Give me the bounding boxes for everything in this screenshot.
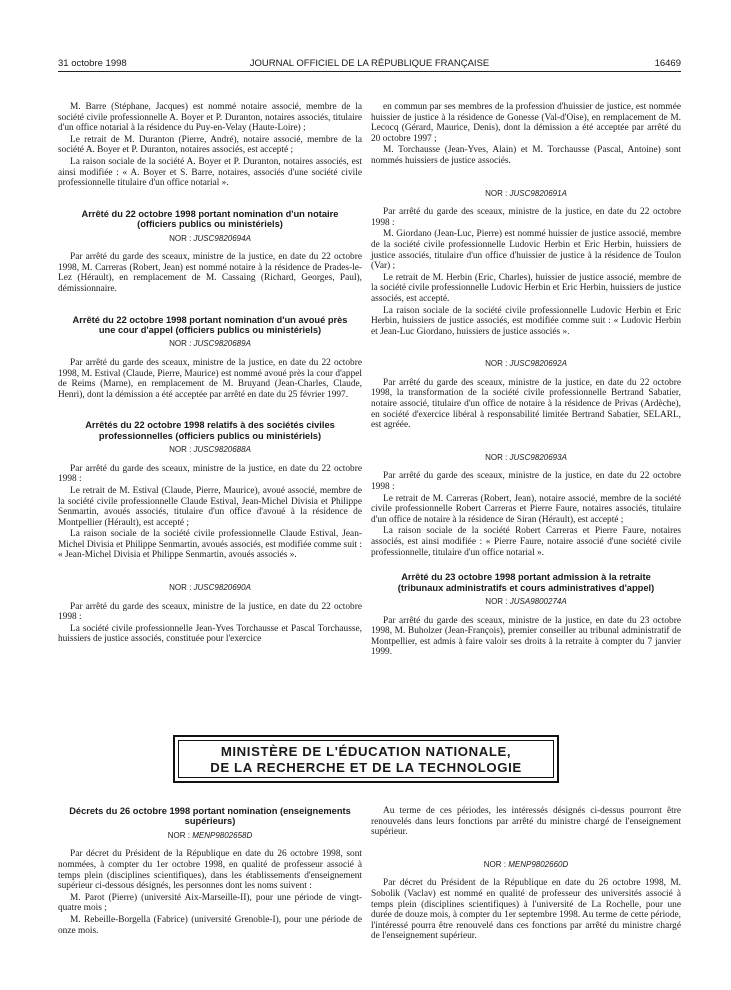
header-date: 31 octobre 1998	[58, 58, 127, 69]
ministry-heading-box	[173, 735, 559, 783]
paragraph: Par arrêté du garde des sceaux, ministre de la justice, en date du 22 octobre 1998, la transformation de la société civile professionnelle Bertrand Sabatier, notaire associé, titulaire d'un office de notaire à la résidence de Privas (Ardèche), en société d'exercice libéral à responsabilité limitée Bertrand Sabatier, SELARL, est agréée.	[371, 377, 681, 431]
paragraph: M. Torchausse (Jean-Yves, Alain) et M. Torchausse (Pascal, Antoine) sont nommés huissiers de justice associés.	[371, 145, 681, 166]
section-body	[371, 616, 681, 658]
section-title: Arrêté du 23 octobre 1998 portant admission à la retraite (tribunaux administratifs et cours administratives d'appel)	[397, 572, 655, 593]
column-2	[371, 102, 681, 658]
paragraph: Le retrait de M. Carreras (Robert, Jean), notaire associé, membre de la société civile professionnelle Robert Carreras et Pierre Faure, notaires associés, titulaire d'un office de notaire à la résidence de Siran (Hérault), est accepté ;	[371, 493, 681, 525]
paragraph: Par arrêté du garde des sceaux, ministre de la justice, en date du 22 octobre 1998 :	[371, 471, 681, 493]
paragraph: M. Rebeille-Borgella (Fabrice) (université Grenoble-I), pour une période de onze mois.	[58, 914, 362, 936]
column-1	[58, 102, 362, 645]
paragraph: Par arrêté du garde des sceaux, ministre de la justice, en date du 22 octobre 1998, M. Estival (Claude, Pierre, Maurice) est nommé avoué près la cour d'appel de Reims (Marne), en remplacement de M. Bruyand (Jean-Charles, Claude, Henri), dont la démission a été acceptée par arrêté en date du 25 février 1997.	[58, 357, 362, 400]
section-title: Arrêtés du 22 octobre 1998 relatifs à des sociétés civiles professionnelles (officiers publics ou ministériels)	[85, 420, 335, 441]
section-title: Décrets du 26 octobre 1998 portant nomination (enseignements supérieurs)	[69, 806, 351, 827]
section-body	[58, 358, 362, 400]
nor-reference: NOR : JUSA9800274A	[485, 597, 567, 606]
ministry-line-2: DE LA RECHERCHE ET DE LA TECHNOLOGIE	[210, 760, 522, 775]
section-body	[371, 207, 681, 337]
page-header	[58, 56, 681, 72]
paragraph: Le retrait de M. Duranton (Pierre, André), notaire associé, membre de la société A. Boyer et P. Duranton, notaires associés, est accepté ;	[58, 134, 362, 156]
nor-reference: NOR : JUSC9820690A	[169, 583, 251, 593]
section-title: Arrêté du 22 octobre 1998 portant nomination d'un notaire (officiers publics ou ministériels)	[81, 208, 339, 230]
ministry-line-1: MINISTÈRE DE L'ÉDUCATION NATIONALE,	[220, 744, 512, 759]
paragraph: Par arrêté du garde des sceaux, ministre de la justice, en date du 22 octobre 1998 :	[58, 463, 362, 485]
paragraph: La raison sociale de la société civile professionnelle Ludovic Herbin et Eric Herbin, huissiers de justice associés, est modifiée comme suit : « Ludovic Herbin et Jean-Luc Giordano, huissiers de justice associés ».	[371, 305, 681, 337]
section-body	[371, 471, 681, 558]
nor-reference: NOR : JUSC9820693A	[485, 452, 567, 462]
section-body	[58, 464, 362, 561]
column-3	[58, 806, 362, 936]
paragraph: en commun par ses membres de la profession d'huissier de justice, est nommée huissier de justice à la résidence de Gonesse (Val-d'Oise), en remplacement de M. Lecocq (Gérard, Maurice, Denis), dont la démission a été acceptée par arrêté du 20 octobre 1997 ;	[371, 102, 681, 144]
paragraph: M. Giordano (Jean-Luc, Pierre) est nommé huissier de justice associé, membre de la société civile professionnelle Ludovic Herbin et Eric Herbin, huissiers de justice associés, titulaire d'un office d'huissier de justice à la résidence de Toulon (Var) ;	[371, 229, 681, 272]
paragraph: M. Barre (Stéphane, Jacques) est nommé notaire associé, membre de la société civile professionnelle A. Boyer et P. Duranton, notaires associés, titulaire d'un office notarial à la résidence du Puy-en-Velay (Haute-Loire) ;	[58, 102, 362, 134]
paragraph: Le retrait de M. Herbin (Eric, Charles), huissier de justice associé, membre de la société civile professionnelle Ludovic Herbin et Eric Herbin, huissiers de justice associés, est accepté.	[371, 272, 681, 304]
header-page-number: 16469	[654, 58, 681, 69]
section-body	[371, 378, 681, 431]
paragraph: Par décret du Président de la République en date du 26 octobre 1998, M. Sobolik (Vaclav) est nommé en qualité de professeur des universités associé à temps plein (disciplines scientifiques) à l'université de La Rochelle, pour une durée de douze mois, à compter du 1er septembre 1998. Au terme de cette période, l'intéressé pourra être renouvelé dans ces fonctions par arrêté du ministre chargé de l'enseignement supérieur.	[371, 878, 681, 942]
nor-reference: NOR : JUSC9820694A	[169, 233, 251, 243]
header-journal-title: JOURNAL OFFICIEL DE LA RÉPUBLIQUE FRANÇAISE	[249, 58, 490, 69]
paragraph: Par arrêté du garde des sceaux, ministre de la justice, en date du 22 octobre 1998 :	[371, 207, 681, 228]
paragraph: M. Parot (Pierre) (université Aix-Marseille-II), pour une période de vingt-quatre mois ;	[58, 892, 362, 914]
section-body	[58, 252, 362, 294]
header-rule	[58, 71, 681, 72]
continued-text	[371, 806, 681, 838]
section-body	[58, 849, 362, 936]
paragraph: La raison sociale de la société A. Boyer et P. Duranton, notaires associés, est ainsi modifiée : « A. Boyer et S. Barre, notaires, associés d'une société civile professionnelle titulaire d'un office notarial ».	[58, 156, 362, 189]
column-4	[371, 806, 681, 942]
paragraph: Par décret du Président de la République en date du 26 octobre 1998, sont nommées, à compter du 1er octobre 1998, en qualité de professeur associé à temps plein (disciplines scientifiques), dans les établissements d'enseignement supérieur ci-dessous désignés, les personnes dont les noms suivent :	[58, 849, 362, 892]
paragraph: Au terme de ces périodes, les intéressés désignés ci-dessus pourront être renouvelés dans leurs fonctions par arrêté du ministre chargé de l'enseignement supérieur.	[371, 806, 681, 838]
continued-text	[371, 102, 681, 167]
paragraph: La raison sociale de la société Robert Carreras et Pierre Faure, notaires associés, est ainsi modifiée : « Pierre Faure, notaire associé d'une société civile professionnelle, titulaire d'un office notarial ».	[371, 526, 681, 558]
nor-reference: NOR : JUSC9820692A	[485, 359, 567, 369]
nor-reference: NOR : MENP9802658D	[167, 830, 253, 840]
nor-reference: NOR : JUSC9820689A	[169, 339, 251, 349]
paragraph: Le retrait de M. Estival (Claude, Pierre, Maurice), avoué associé, membre de la société civile professionnelle Claude Estival, Jean-Michel Divisia et Philippe Senmartin, avoués associés, titulaire d'un office d'avoué à la résidence de Montpellier (Hérault), est accepté ;	[58, 485, 362, 528]
section-body	[58, 602, 362, 645]
nor-reference: NOR : JUSC9820688A	[169, 445, 251, 455]
paragraph: Par arrêté du garde des sceaux, ministre de la justice, en date du 22 octobre 1998 :	[58, 601, 362, 623]
section-title: Arrêté du 22 octobre 1998 portant nomination d'un avoué près une cour d'appel (officiers publics ou ministériels)	[72, 314, 348, 335]
nor-reference: NOR : JUSC9820691A	[485, 188, 567, 198]
nor-reference: NOR : MENP9802660D	[483, 859, 569, 869]
intro-block	[58, 102, 362, 189]
paragraph: Par arrêté du garde des sceaux, ministre de la justice, en date du 22 octobre 1998, M. Carreras (Robert, Jean) est nommé notaire à la résidence de Prades-le-Lez (Hérault), en remplacement de M. Cassaing (Richard, Georges, Paul), démissionnaire.	[58, 252, 362, 294]
paragraph: La raison sociale de la société civile professionnelle Claude Estival, Jean-Michel Divisia et Philippe Senmartin, avoués associés, est modifiée comme suit : « Jean-Michel Divisia et Philippe Senmartin, avoués associés ».	[58, 529, 362, 561]
paragraph: La société civile professionnelle Jean-Yves Torchausse et Pascal Torchausse, huissiers de justice associés, constituée pour l'exercice	[58, 623, 362, 645]
section-body	[371, 878, 681, 942]
paragraph: Par arrêté du garde des sceaux, ministre de la justice, en date du 23 octobre 1998, M. Buholzer (Jean-François), premier conseiller au tribunal administratif de Montpellier, est admis à faire valoir ses droits à la retraite à compter du 7 janvier 1999.	[371, 615, 681, 658]
